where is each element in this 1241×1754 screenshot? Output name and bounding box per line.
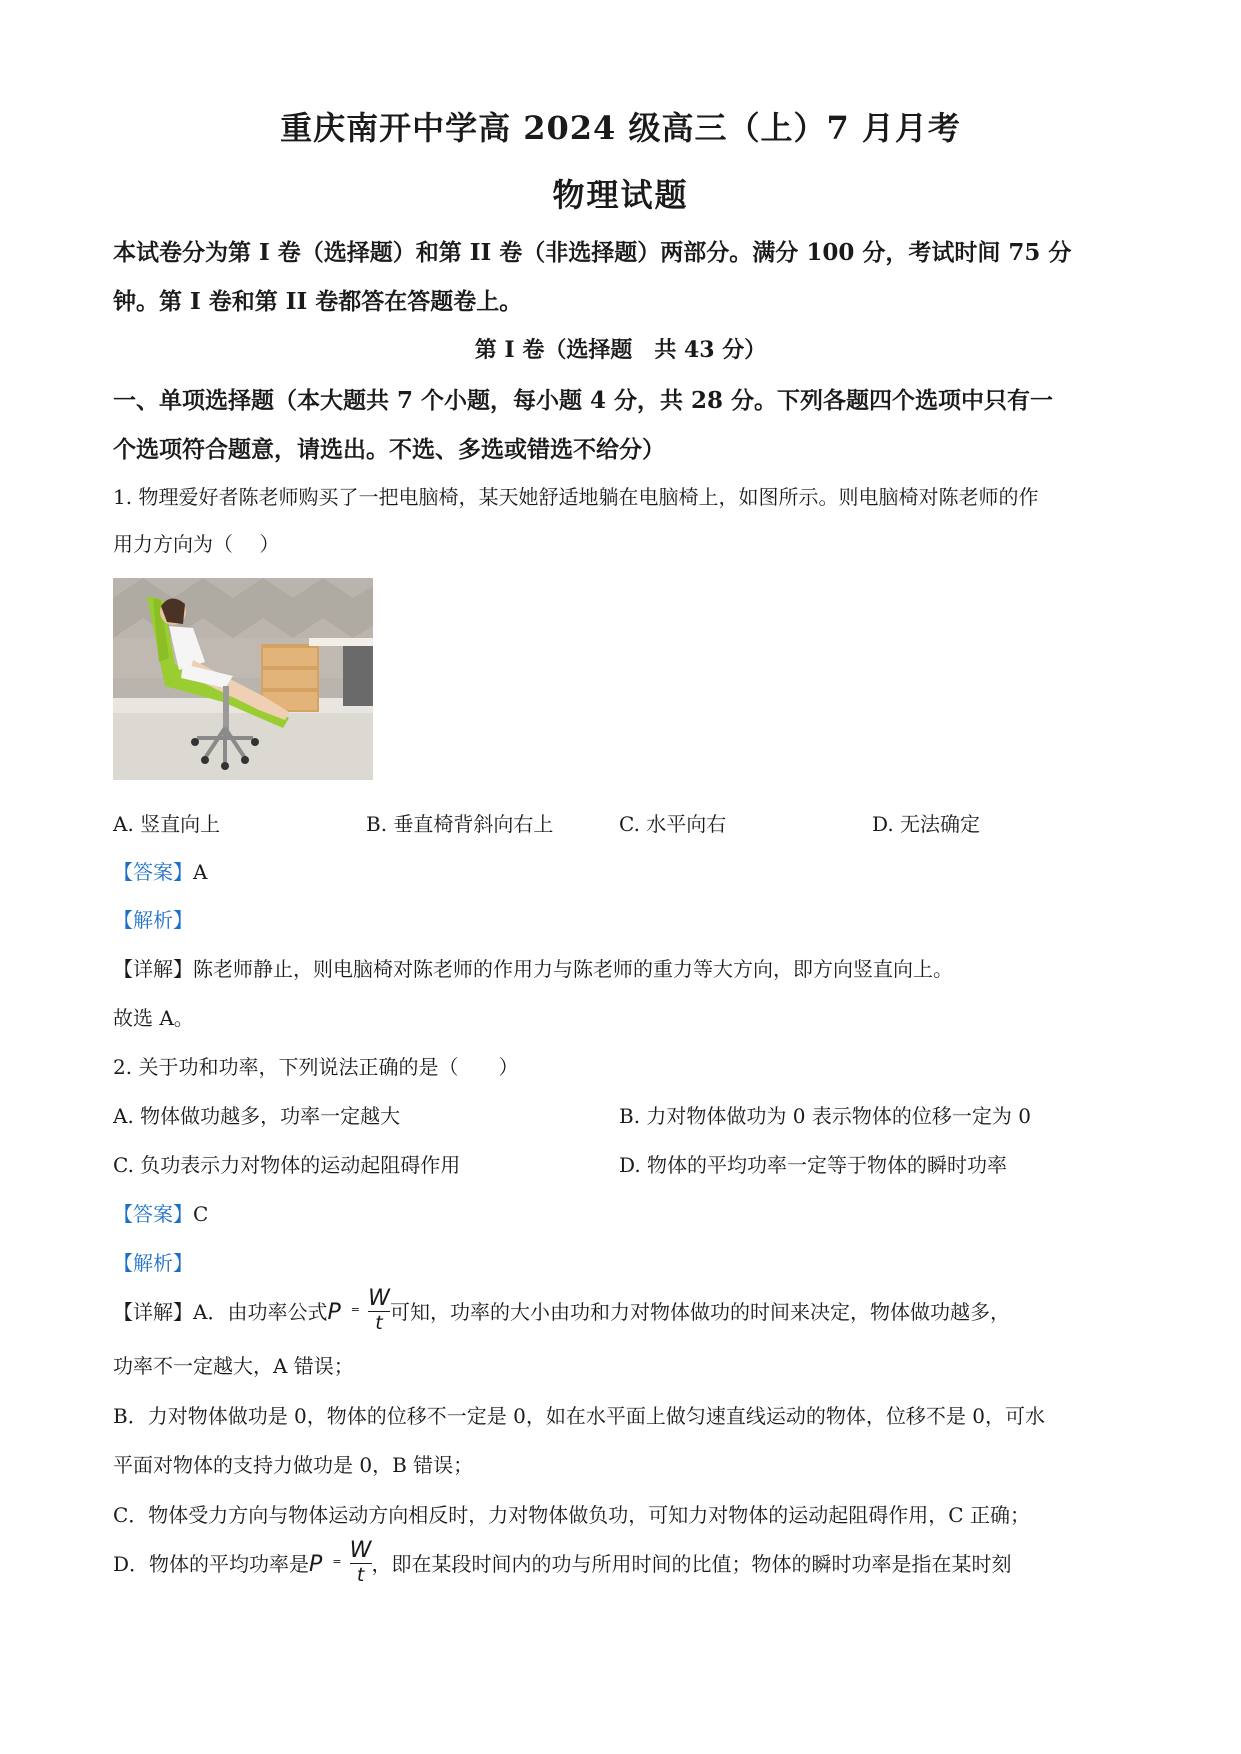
q1-detail [113, 953, 1131, 982]
q2-detail-c: C．物体受力方向与物体运动方向相反时，力对物体做负功，可知力对物体的运动起阻碍作用，C 正确； [113, 1503, 1030, 1527]
formula-fraction [350, 1539, 372, 1586]
q2-stem: 2. 关于功和功率，下列说法正确的是（ ） [113, 1055, 519, 1079]
part1-instructions-2: 个选项符合题意，请选出。不选、多选或错选不给分） [113, 436, 665, 463]
exam-title: 重庆南开中学高 2024 级高三（上）7 月月考 [280, 109, 961, 147]
q1-analysis-label: 【解析】 [113, 908, 193, 932]
intro-line-1: 本试卷分为第 I 卷（选择题）和第 II 卷（非选择题）两部分。满分 100 分，考试时间 75 分 [113, 239, 1072, 266]
detail-label: 【详解】 [113, 1300, 193, 1324]
q1-option-c: C. 水平向右 [619, 812, 727, 836]
q2-detail-b-line-2: 平面对物体的支持力做功是 0，B 错误； [113, 1453, 474, 1477]
q2-option-b: B. 力对物体做功为 0 表示物体的位移一定为 0 [619, 1104, 1031, 1128]
q1-option-d: D. 无法确定 [872, 812, 981, 836]
detail-a-post: 可知，功率的大小由功和力对物体做功的时间来决定，物体做功越多， [389, 1300, 1010, 1324]
q2-detail-a-line-2: 功率不一定越大，A 错误； [113, 1354, 354, 1378]
q1-option-a: A. 竖直向上 [113, 812, 221, 836]
q1-stem-line-1: 1. 物理爱好者陈老师购买了一把电脑椅，某天她舒适地躺在电脑椅上，如图所示。则电脑椅对陈老师的作 [113, 485, 1039, 509]
q2-option-d: D. 物体的平均功率一定等于物体的瞬时功率 [619, 1153, 1008, 1177]
q2-detail-d [113, 1538, 1131, 1586]
q2-detail-a [113, 1286, 1131, 1334]
q2-analysis-label: 【解析】 [113, 1251, 193, 1275]
formula-equals: = [332, 1555, 342, 1568]
detail-text: 陈老师静止，则电脑椅对陈老师的作用力与陈老师的重力等大方向，即方向竖直向上。 [193, 957, 953, 981]
reclining-chair-image [113, 578, 373, 780]
answer-value: A [193, 860, 208, 884]
section-heading: 第 I 卷（选择题 共 43 分） [474, 337, 767, 363]
q1-option-b: B. 垂直椅背斜向右上 [366, 812, 554, 836]
detail-d-post: ，即在某段时间内的功与所用时间的比值；物体的瞬时功率是指在某时刻 [371, 1552, 1012, 1576]
formula-denominator: t [356, 1564, 365, 1586]
q1-answer [113, 856, 1131, 885]
answer-value: C [193, 1202, 209, 1226]
q1-chair-photo [113, 578, 373, 780]
part1-instructions-1: 一、单项选择题（本大题共 7 个小题，每小题 4 分，共 28 分。下列各题四个选项中只有一 [113, 387, 1054, 414]
q1-stem-line-2: 用力方向为（ ） [113, 532, 280, 556]
formula-numerator: W [349, 1538, 372, 1563]
answer-label: 【答案】 [113, 860, 193, 884]
power-formula-avg [309, 1538, 372, 1586]
q2-detail-b-line-1: B．力对物体做功是 0，物体的位移不一定是 0，如在水平面上做匀速直线运动的物体，位移不是 0，可水 [113, 1404, 1045, 1428]
q1-conclusion: 故选 A。 [113, 1006, 194, 1030]
formula-numerator: W [368, 1286, 390, 1311]
formula-fraction [368, 1287, 390, 1334]
detail-label: 【详解】 [113, 957, 193, 981]
exam-subject: 物理试题 [552, 176, 689, 214]
intro-line-2: 钟。第 I 卷和第 II 卷都答在答题卷上。 [113, 288, 523, 315]
answer-label: 【答案】 [113, 1202, 193, 1226]
q2-answer [113, 1198, 1131, 1227]
q2-option-c: C. 负功表示力对物体的运动起阻碍作用 [113, 1153, 461, 1177]
detail-d-pre: D．物体的平均功率是 [113, 1552, 310, 1576]
formula-p: P [309, 1552, 323, 1577]
formula-equals: = [350, 1303, 360, 1316]
q2-option-a: A. 物体做功越多，功率一定越大 [113, 1104, 401, 1128]
power-formula [327, 1286, 390, 1334]
detail-a-pre: A．由功率公式 [193, 1300, 328, 1324]
formula-denominator: t [375, 1312, 383, 1334]
formula-p: P [327, 1300, 341, 1325]
